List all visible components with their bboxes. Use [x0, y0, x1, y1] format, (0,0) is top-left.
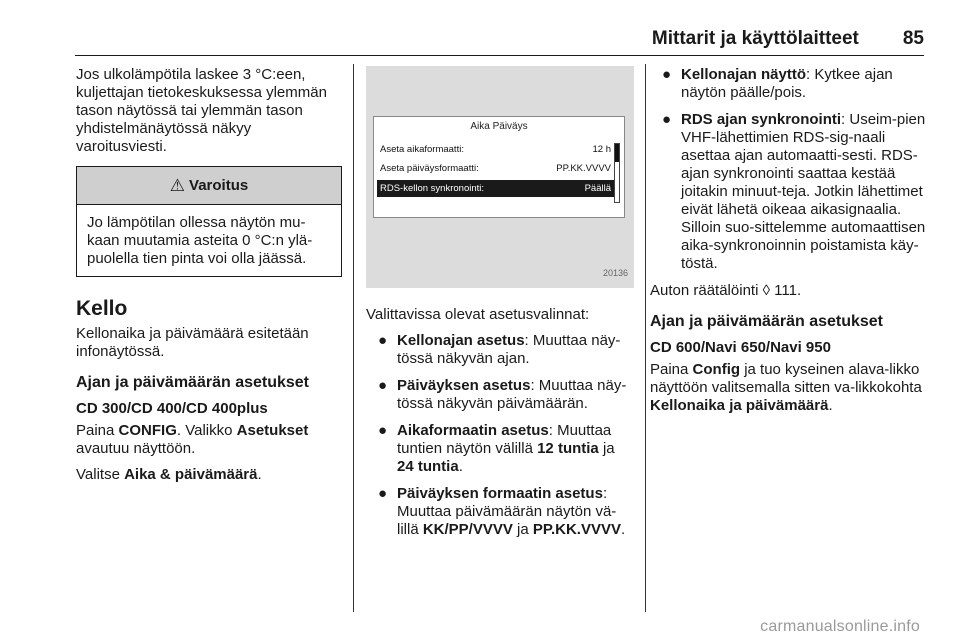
cross-reference: Auton räätälöinti ◊ 111. [650, 282, 802, 299]
screen-row-rds-sync: RDS-kellon synkronointi: Päällä [377, 180, 614, 197]
list-item: ● Aikaformaatin asetus: Muuttaa tuntien näytön välillä 12 tuntia ja 24 tuntia. [378, 422, 615, 475]
list-item: ● Kellonajan asetus: Muuttaa näy-tössä näkyvän ajan. [378, 332, 621, 367]
list-item: ● Kellonajan näyttö: Kytkee ajan näytön päälle/pois. [662, 66, 893, 101]
column-divider-1 [353, 64, 354, 612]
options-intro: Valittavissa olevat asetusvalinnat: [366, 306, 590, 323]
cd300-heading: CD 300/CD 400/CD 400plus [76, 400, 268, 417]
warning-icon: ⚠ [169, 175, 186, 195]
bullet-icon: ● [662, 111, 672, 128]
cd600-heading: CD 600/Navi 650/Navi 950 [650, 339, 831, 356]
kello-heading: Kello [76, 297, 128, 320]
select-paragraph: Valitse Aika & päivämäärä. [76, 466, 262, 483]
warning-header [77, 167, 341, 205]
watermark: carmanualsonline.info [760, 618, 920, 635]
asetukset-menu: Asetukset [236, 422, 309, 439]
screen-title: Aika Päiväys [470, 121, 528, 132]
intro-paragraph: Jos ulkolämpötila laskee 3 °C:een, kuljettajan tietokeskuksessa ylemmän tason näytössä tai ylemmän tason yhdistelmänäytössä näkyy varoitusviesti. [76, 66, 327, 155]
warning-text: Jo lämpötilan ollessa näytön mu-kaan muutamia asteita 0 °C:n ylä-puolella tien pinta voi olla jäässä. [87, 214, 313, 267]
time-date-menu-item: Kellonaika ja päivämäärä [650, 397, 829, 414]
page-header [75, 28, 924, 54]
bullet-icon: ● [378, 332, 388, 349]
bullet-icon: ● [378, 377, 388, 394]
config-paragraph-2: Paina Config ja tuo kyseinen alava-likko näyttöön valitsemalla sitten va-likkokohta Kellonaika ja päivämäärä. [650, 361, 922, 414]
page-number: 85 [902, 28, 924, 49]
kello-paragraph: Kellonaika ja päivämäärä esitetään infonäytössä. [76, 325, 309, 360]
list-item: ● Päiväyksen formaatin asetus: Muuttaa päivämäärän näytön vä-lillä KK/PP/VVVV ja PP.KK.VVVV. [378, 485, 626, 538]
config-paragraph: Paina CONFIG. Valikko Asetukset avautuu näyttöön. [76, 422, 309, 457]
display-figure [366, 66, 634, 288]
time-date-menu-item: Aika & päivämäärä [124, 466, 258, 483]
config-key: Config [692, 361, 741, 378]
config-key: CONFIG [118, 422, 177, 439]
warning-title: Varoitus [189, 176, 249, 194]
page-ref-icon: ◊ [762, 282, 770, 299]
column-3 [650, 66, 930, 423]
column-2 [366, 66, 634, 548]
screen-scroll-thumb [615, 144, 619, 162]
screen-row-date-format: Aseta päiväysformaatti: PP.KK.VVVV [380, 163, 611, 174]
time-date-settings-heading-2: Ajan ja päivämäärän asetukset [650, 313, 884, 330]
list-item: ● Päiväyksen asetus: Muuttaa näy-tössä näkyvän päivämäärän. [378, 377, 627, 412]
screen-scrollbar [614, 143, 620, 203]
list-item: ● RDS ajan synkronointi: Useim-pien VHF-lähettimien RDS-sig-naali asettaa ajan automaatti-sesti. RDS-ajan synkronointi saattaa kestää joitakin minuut-teja. Jotkin lähettimet eivät lähetä oikeaa aikasignaalia. Silloin suo-sittelemme automaattisen aika-synkronoinnin poistamista käy-töstä. [662, 111, 926, 272]
column-divider-2 [645, 64, 646, 612]
figure-id: 20136 [602, 268, 628, 278]
bullet-icon: ● [378, 485, 388, 502]
options-list [366, 332, 634, 539]
time-date-settings-heading: Ajan ja päivämäärän asetukset [76, 374, 310, 391]
display-options-list [650, 66, 930, 273]
screen-row-time-format: Aseta aikaformaatti: 12 h [380, 144, 611, 155]
display-screen [373, 116, 625, 218]
section-title: Mittarit ja käyttölaitteet [651, 28, 859, 49]
column-1 [76, 66, 342, 492]
warning-box [76, 166, 342, 277]
bullet-icon: ● [378, 422, 388, 439]
bullet-icon: ● [662, 66, 672, 83]
header-divider [75, 55, 924, 56]
